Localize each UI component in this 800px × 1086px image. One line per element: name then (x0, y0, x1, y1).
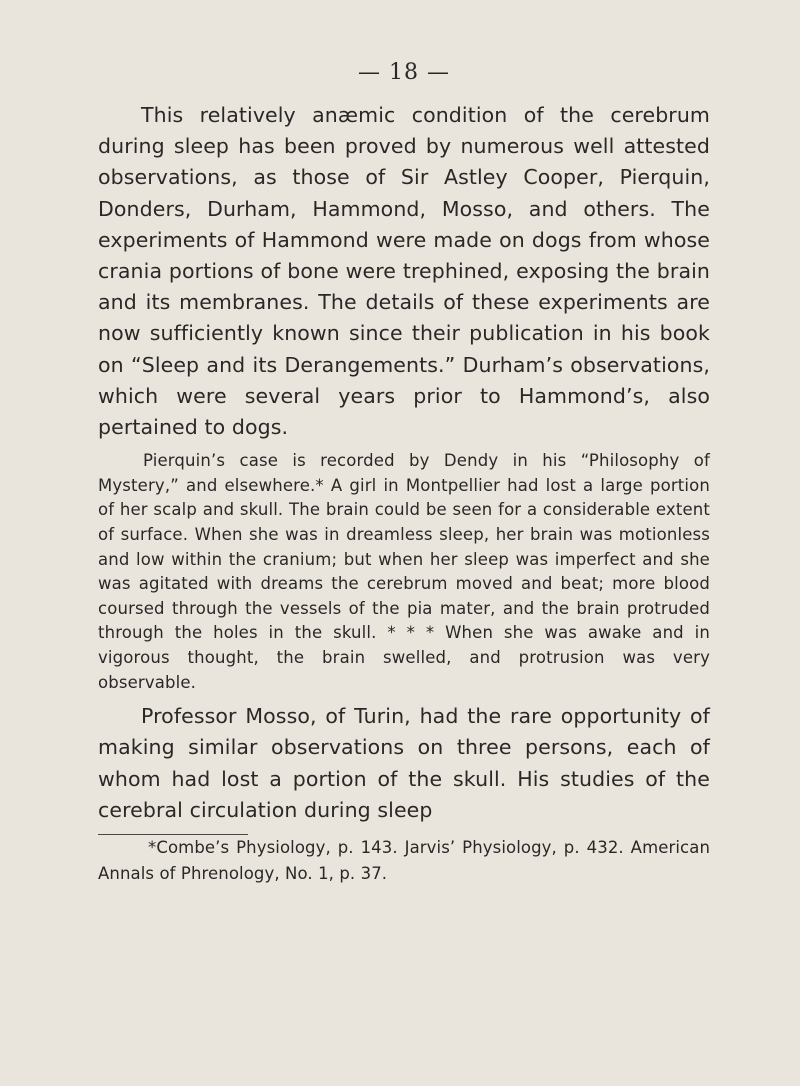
book-page (98, 58, 710, 887)
page-number: — 18 — (358, 60, 450, 85)
quoted-case-paragraph: Pierquin’s case is recorded by Dendy in his “Philosophy of Mystery,” and elsewhere.* A girl in Montpellier had lost a large portion of her scalp and skull. The brain could be seen for a considerable extent of surface. When she was in dreamless sleep, her brain was motionless and low within the cranium; but when her sleep was imperfect and she was agitated with dreams the cerebrum moved and beat; more blood coursed through the vessels of the pia mater, and the brain protruded through the holes in the skull. * * * When she was awake and in vigorous thought, the brain swelled, and protrusion was very observable. (98, 451, 710, 692)
body-paragraph-1: This relatively anæmic condition of the cerebrum during sleep has been proved by numerous well attested observations, as those of Sir Astley Cooper, Pierquin, Donders, Durham, Hammond, Mosso, and others. The experiments of Hammond were made on dogs from whose crania portions of bone were trephined, exposing the brain and its membranes. The details of these experiments are now sufficiently known since their publication in his book on “Sleep and its Derangements.” Durham’s observations, which were several years prior to Hammond’s, also pertained to dogs. (98, 103, 710, 440)
footnote: *Combe’s Physiology, p. 143. Jarvis’ Physiology, p. 432. American Annals of Phrenology, No. 1, p. 37. (98, 837, 710, 883)
body-paragraph-2: Professor Mosso, of Turin, had the rare opportunity of making similar observations on three persons, each of whom had lost a portion of the skull. His studies of the cerebral circulation during sleep (98, 704, 710, 822)
